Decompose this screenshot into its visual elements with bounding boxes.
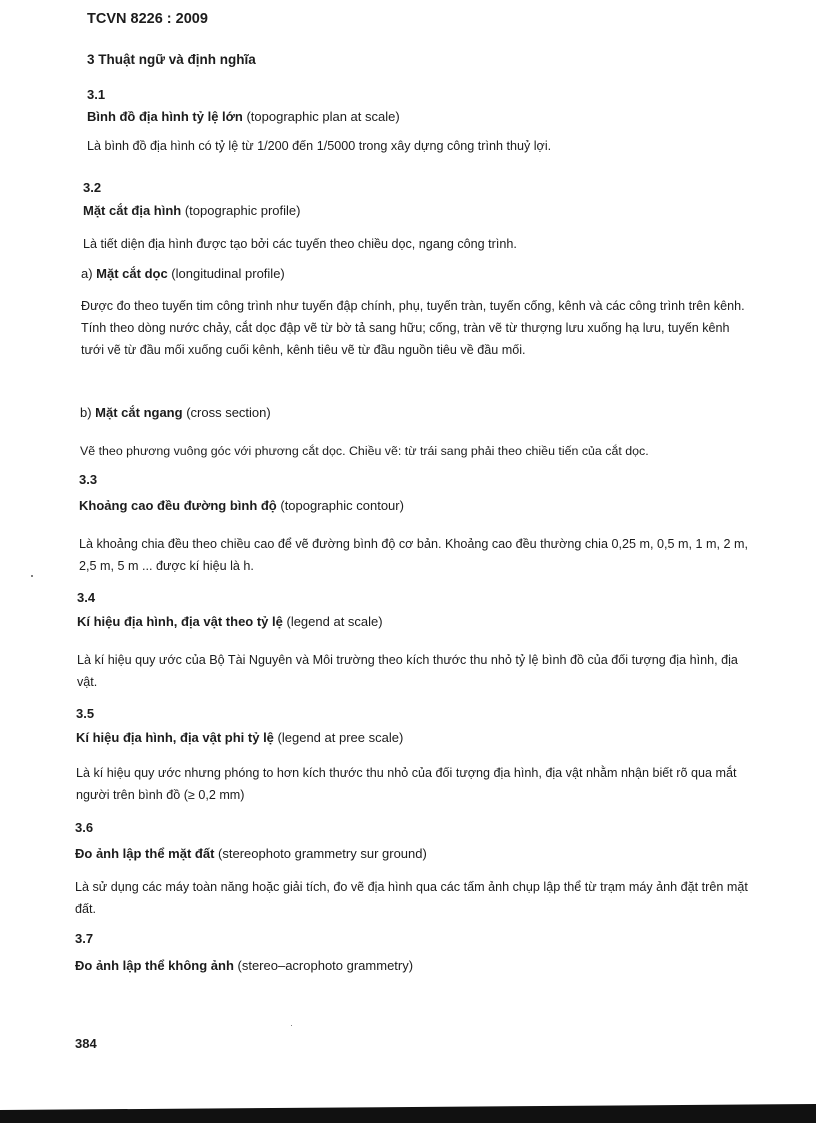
subitem-term: Mặt cắt dọc bbox=[96, 266, 168, 281]
subitem-english: (longitudinal profile) bbox=[167, 266, 285, 281]
def-number: 3.6 bbox=[75, 820, 94, 835]
def-term-en: (topographic profile) bbox=[181, 203, 301, 218]
def-term-vi: Đo ảnh lập thể mặt đất bbox=[75, 846, 215, 861]
subitem-prefix: a) bbox=[81, 266, 97, 281]
def-term-en: (legend at scale) bbox=[282, 614, 383, 629]
def-number: 3.4 bbox=[77, 590, 96, 605]
subitem-term: Mặt cắt ngang bbox=[95, 405, 183, 420]
subitem-english: (cross section) bbox=[182, 405, 271, 420]
section-title: 3 Thuật ngữ và định nghĩa bbox=[87, 52, 256, 67]
def-number: 3.5 bbox=[76, 706, 95, 721]
def-term-vi: Kí hiệu địa hình, địa vật phi tỷ lệ bbox=[76, 730, 274, 745]
scan-speck bbox=[31, 575, 33, 577]
def-term bbox=[87, 109, 400, 124]
def-term bbox=[79, 498, 404, 513]
def-term-en: (topographic plan at scale) bbox=[242, 109, 400, 124]
def-text: Là khoảng chia đều theo chiều cao để vẽ đường bình độ cơ bản. Khoảng cao đều thường chia 0,25 m, 0,5 m, 1 m, 2 m, 2,5 m, 5 m ... được kí hiệu là h. bbox=[79, 537, 748, 573]
def-term bbox=[76, 730, 403, 745]
def-text: Là kí hiệu quy ước của Bộ Tài Nguyên và Môi trường theo kích thước thu nhỏ tỷ lệ bình đồ của đối tượng địa hình, địa vật. bbox=[77, 653, 738, 689]
document-code-header: TCVN 8226 : 2009 bbox=[87, 11, 208, 27]
def-number: 3.2 bbox=[83, 180, 102, 195]
def-term bbox=[75, 958, 413, 973]
scan-edge-bar bbox=[0, 1104, 816, 1123]
subitem-b-heading bbox=[80, 405, 271, 420]
page-number: 384 bbox=[75, 1036, 97, 1051]
def-term-en: (stereo–acrophoto grammetry) bbox=[233, 958, 414, 973]
def-term-en: (legend at pree scale) bbox=[273, 730, 404, 745]
def-term bbox=[83, 203, 300, 218]
def-text: Là tiết diện địa hình được tạo bởi các tuyến theo chiều dọc, ngang công trình. bbox=[83, 237, 517, 251]
def-number: 3.3 bbox=[79, 472, 98, 487]
subitem-prefix: b) bbox=[80, 405, 96, 420]
def-number: 3.7 bbox=[75, 931, 94, 946]
def-term-vi: Mặt cắt địa hình bbox=[83, 203, 182, 218]
subitem-b-text: Vẽ theo phương vuông góc với phương cắt dọc. Chiều vẽ: từ trái sang phải theo chiều tiến của cắt dọc. bbox=[80, 444, 649, 458]
def-term-vi: Kí hiệu địa hình, địa vật theo tỷ lệ bbox=[77, 614, 283, 629]
def-term-vi: Bình đồ địa hình tỷ lệ lớn bbox=[87, 109, 243, 124]
def-text: Là bình đồ địa hình có tỷ lệ từ 1/200 đến 1/5000 trong xây dựng công trình thuỷ lợi. bbox=[87, 139, 552, 153]
subitem-a-text: Được đo theo tuyến tim công trình như tuyến đập chính, phụ, tuyến tràn, tuyến cống, kênh và các công trình trên kênh. Tính theo dòng nước chảy, cắt dọc đập vẽ từ bờ tả sang hữu; cống, tràn vẽ từ thượng lưu xuống hạ lưu, tuyến kênh tưới vẽ từ đầu mối xuống cuối kênh, kênh tiêu vẽ từ đầu nguồn tiêu về đầu mối. bbox=[81, 299, 745, 357]
scan-speck bbox=[291, 1025, 292, 1026]
def-term bbox=[77, 614, 383, 629]
def-text: Là sử dụng các máy toàn năng hoặc giải tích, đo vẽ địa hình qua các tấm ảnh chụp lập thể từ trạm máy ảnh đặt trên mặt đất. bbox=[75, 880, 748, 916]
subitem-a-heading bbox=[81, 266, 285, 281]
def-term-en: (topographic contour) bbox=[276, 498, 404, 513]
def-term bbox=[75, 846, 427, 861]
def-term-vi: Đo ảnh lập thể không ảnh bbox=[75, 958, 234, 973]
def-term-vi: Khoảng cao đều đường bình độ bbox=[79, 498, 277, 513]
def-number: 3.1 bbox=[87, 87, 106, 102]
def-term-en: (stereophoto grammetry sur ground) bbox=[214, 846, 427, 861]
def-text: Là kí hiệu quy ước nhưng phóng to hơn kích thước thu nhỏ của đối tượng địa hình, địa vật nhằm nhận biết rõ qua mắt người trên bình đồ (≥ 0,2 mm) bbox=[76, 766, 737, 802]
